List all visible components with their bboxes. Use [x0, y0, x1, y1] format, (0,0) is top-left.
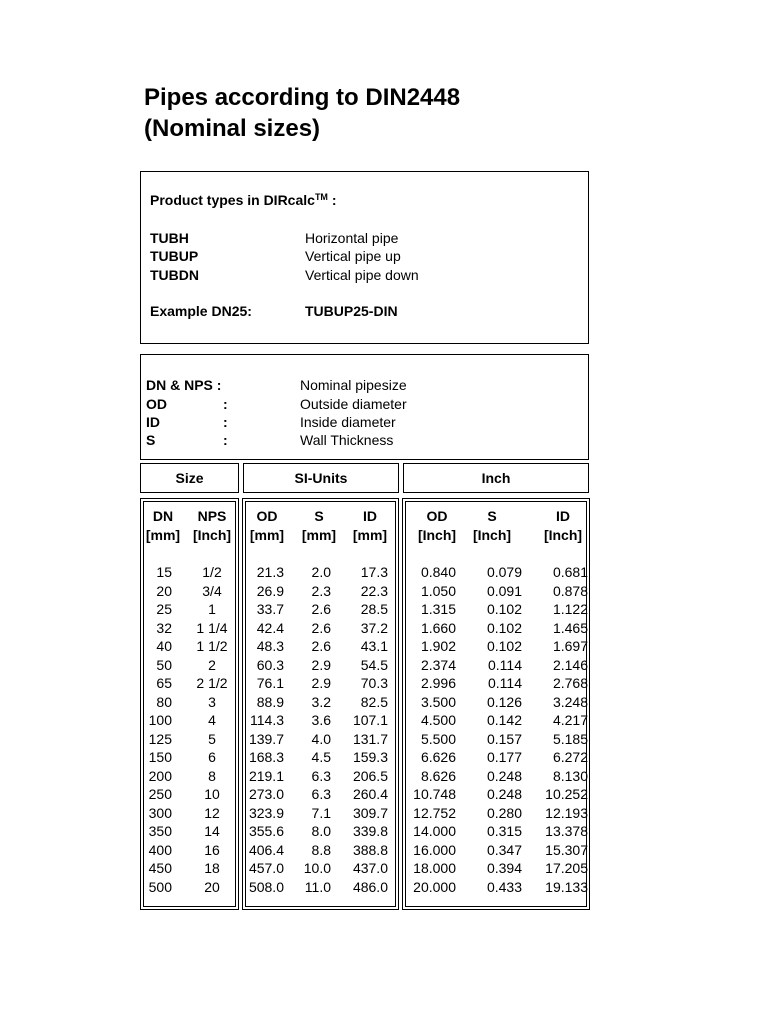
cell-s-in: 0.248	[486, 767, 522, 784]
cell-dn: 300	[148, 804, 172, 821]
cell-id-mm: 260.4	[352, 786, 388, 802]
example-label: Example DN25:	[150, 303, 252, 319]
cell-id-in: 13.378	[545, 823, 588, 839]
column-header-nps: NPS	[197, 508, 227, 524]
product-desc: Vertical pipe down	[305, 267, 419, 283]
definitions-box	[140, 354, 589, 460]
cell-s-mm: 8.8	[311, 841, 331, 858]
cell-s-mm: 2.6	[311, 619, 331, 636]
inch-group-header: Inch	[403, 463, 589, 493]
cell-id-in: 2.146	[552, 656, 588, 673]
cell-dn: 25	[156, 601, 172, 617]
cell-dn: 350	[148, 823, 172, 839]
cell-id-mm: 28.5	[360, 601, 388, 617]
cell-od-in: 2.374	[420, 656, 456, 673]
cell-nps: 20	[204, 878, 220, 895]
cell-od-mm: 88.9	[256, 693, 284, 710]
definition-term: DN & NPS :	[146, 377, 222, 393]
page-title	[144, 82, 460, 144]
si-units-group-header: SI-Units	[243, 463, 399, 493]
cell-od-mm: 508.0	[248, 878, 284, 895]
cell-dn: 100	[148, 712, 172, 728]
column-header-s-in: [Inch]	[472, 527, 512, 543]
cell-id-in: 0.878	[552, 582, 588, 599]
cell-od-mm: 42.4	[256, 619, 284, 636]
cell-dn: 40	[156, 638, 172, 654]
product-desc: Horizontal pipe	[305, 230, 399, 246]
cell-od-in: 16.000	[413, 841, 456, 858]
cell-nps: 5	[208, 730, 216, 747]
column-header-id-mm: [mm]	[352, 527, 388, 543]
cell-dn: 250	[148, 786, 172, 802]
cell-od-in: 1.315	[420, 601, 456, 617]
cell-id-mm: 437.0	[352, 860, 388, 876]
cell-od-mm: 139.7	[248, 730, 284, 747]
cell-s-mm: 2.9	[311, 675, 331, 691]
cell-od-mm: 168.3	[248, 749, 284, 765]
cell-nps: 2	[208, 656, 216, 673]
cell-id-mm: 22.3	[360, 582, 388, 599]
product-code: TUBDN	[150, 267, 199, 283]
cell-nps: 8	[208, 767, 216, 784]
definition-colon: :	[223, 432, 228, 448]
product-desc: Vertical pipe up	[305, 248, 401, 264]
cell-dn: 125	[148, 730, 172, 747]
cell-s-in: 0.126	[486, 693, 522, 710]
cell-id-in: 1.122	[552, 601, 588, 617]
column-header-id-mm: ID	[363, 508, 377, 524]
cell-od-in: 6.626	[420, 749, 456, 765]
cell-id-in: 4.217	[552, 712, 588, 728]
cell-s-mm: 10.0	[303, 860, 331, 876]
definition-colon: :	[223, 414, 228, 430]
cell-dn: 50	[156, 656, 172, 673]
definition-term: OD	[146, 396, 167, 412]
column-header-od-in: [Inch]	[417, 527, 457, 543]
cell-s-mm: 11.0	[304, 878, 331, 895]
definition-term: S	[146, 432, 156, 448]
cell-dn: 150	[148, 749, 172, 765]
product-code: TUBH	[150, 230, 189, 246]
cell-id-in: 19.133	[545, 878, 588, 895]
cell-s-in: 0.114	[488, 675, 522, 691]
definition-desc: Inside diameter	[300, 414, 396, 430]
cell-s-in: 0.177	[486, 749, 522, 765]
cell-od-mm: 406.4	[248, 841, 284, 858]
cell-s-mm: 6.3	[311, 767, 331, 784]
cell-id-mm: 70.3	[360, 675, 388, 691]
cell-od-in: 3.500	[420, 693, 456, 710]
definition-desc: Wall Thickness	[300, 432, 394, 448]
cell-id-mm: 388.8	[352, 841, 388, 858]
cell-s-in: 0.102	[486, 638, 522, 654]
cell-nps: 3	[208, 693, 216, 710]
definition-colon: :	[223, 396, 228, 412]
cell-id-in: 8.130	[552, 767, 588, 784]
cell-id-in: 6.272	[552, 749, 588, 765]
cell-s-in: 0.280	[486, 804, 522, 821]
cell-s-in: 0.394	[486, 860, 522, 876]
column-header-s-mm: [mm]	[301, 527, 337, 543]
cell-nps: 1 1/4	[196, 619, 228, 636]
cell-id-in: 17.205	[545, 860, 588, 876]
cell-od-mm: 273.0	[248, 786, 284, 802]
cell-dn: 15	[156, 564, 172, 580]
cell-s-in: 0.248	[486, 786, 522, 802]
cell-dn: 80	[156, 693, 172, 710]
cell-od-mm: 60.3	[256, 656, 284, 673]
product-code: TUBUP	[150, 248, 199, 264]
cell-dn: 500	[148, 878, 172, 895]
cell-od-mm: 323.9	[248, 804, 284, 821]
cell-od-mm: 114.3	[250, 712, 284, 728]
cell-id-in: 3.248	[552, 693, 588, 710]
example-value: TUBUP25-DIN	[305, 303, 398, 319]
cell-s-in: 0.091	[486, 582, 522, 599]
cell-s-mm: 8.0	[311, 823, 331, 839]
cell-od-in: 2.996	[420, 675, 456, 691]
cell-s-in: 0.347	[486, 841, 522, 858]
cell-od-in: 1.902	[420, 638, 456, 654]
size-group-header: Size	[140, 463, 239, 493]
cell-s-in: 0.142	[486, 712, 522, 728]
cell-dn: 400	[148, 841, 172, 858]
cell-s-mm: 3.6	[311, 712, 331, 728]
cell-s-mm: 2.9	[311, 656, 331, 673]
cell-dn: 20	[156, 582, 172, 599]
cell-s-mm: 4.5	[311, 749, 331, 765]
definition-desc: Nominal pipesize	[300, 377, 407, 393]
cell-id-in: 2.768	[552, 675, 588, 691]
cell-od-mm: 355.6	[248, 823, 284, 839]
cell-id-mm: 54.5	[360, 656, 388, 673]
cell-id-in: 12.193	[545, 804, 588, 821]
cell-id-in: 5.185	[552, 730, 588, 747]
cell-s-mm: 6.3	[311, 786, 331, 802]
cell-id-mm: 43.1	[360, 638, 388, 654]
cell-s-mm: 2.6	[311, 601, 331, 617]
trademark-mark: TM	[314, 192, 328, 202]
cell-nps: 1 1/2	[196, 638, 228, 654]
cell-id-mm: 17.3	[360, 564, 388, 580]
column-header-od-mm: [mm]	[249, 527, 285, 543]
cell-s-in: 0.157	[486, 730, 522, 747]
cell-nps: 16	[204, 841, 220, 858]
cell-id-mm: 37.2	[360, 619, 388, 636]
cell-od-mm: 33.7	[256, 601, 284, 617]
cell-od-in: 12.752	[413, 804, 456, 821]
cell-od-in: 10.748	[413, 786, 456, 802]
column-header-dn: DN	[152, 508, 174, 524]
column-header-od-mm: OD	[256, 508, 278, 524]
cell-s-mm: 3.2	[311, 693, 331, 710]
cell-nps: 12	[204, 804, 220, 821]
cell-id-in: 1.697	[552, 638, 588, 654]
cell-od-in: 18.000	[413, 860, 456, 876]
product-types-heading: Product types in DIRcalc™ :	[150, 192, 337, 208]
cell-od-in: 1.050	[420, 582, 456, 599]
cell-s-in: 0.102	[486, 601, 522, 617]
cell-od-mm: 76.1	[256, 675, 284, 691]
cell-s-in: 0.433	[486, 878, 522, 895]
column-header-id-in: [Inch]	[543, 527, 583, 543]
cell-id-mm: 206.5	[352, 767, 388, 784]
cell-od-in: 1.660	[420, 619, 456, 636]
cell-s-in: 0.102	[486, 619, 522, 636]
cell-od-in: 8.626	[420, 767, 456, 784]
cell-s-mm: 2.0	[311, 564, 331, 580]
cell-id-mm: 107.1	[352, 712, 388, 728]
cell-s-in: 0.114	[488, 656, 522, 673]
cell-dn: 200	[148, 767, 172, 784]
column-header-id-in: ID	[556, 508, 570, 524]
cell-id-mm: 82.5	[360, 693, 388, 710]
cell-id-mm: 339.8	[352, 823, 388, 839]
cell-dn: 65	[156, 675, 172, 691]
cell-s-mm: 4.0	[311, 730, 331, 747]
cell-od-in: 0.840	[420, 564, 456, 580]
cell-id-in: 15.307	[545, 841, 588, 858]
cell-od-mm: 48.3	[256, 638, 284, 654]
cell-id-mm: 159.3	[352, 749, 388, 765]
cell-od-in: 14.000	[413, 823, 456, 839]
definition-term: ID	[146, 414, 160, 430]
cell-s-in: 0.315	[486, 823, 522, 839]
column-header-nps: [Inch]	[192, 527, 232, 543]
cell-s-mm: 2.6	[311, 638, 331, 654]
cell-nps: 18	[204, 860, 220, 876]
cell-od-mm: 26.9	[256, 582, 284, 599]
cell-nps: 14	[204, 823, 220, 839]
cell-id-in: 1.465	[552, 619, 588, 636]
cell-nps: 1/2	[202, 564, 222, 580]
cell-nps: 2 1/2	[196, 675, 228, 691]
cell-od-in: 5.500	[420, 730, 456, 747]
definition-desc: Outside diameter	[300, 396, 407, 412]
cell-s-mm: 7.1	[311, 804, 331, 821]
cell-od-mm: 457.0	[248, 860, 284, 876]
cell-id-mm: 486.0	[352, 878, 388, 895]
title-line-1: Pipes according to DIN2448	[144, 84, 461, 111]
cell-id-in: 0.681	[552, 564, 588, 580]
cell-nps: 1	[208, 601, 216, 617]
cell-nps: 3/4	[202, 582, 222, 599]
product-types-box	[140, 171, 589, 344]
cell-od-in: 4.500	[420, 712, 456, 728]
cell-nps: 6	[208, 749, 216, 765]
cell-s-mm: 2.3	[311, 582, 331, 599]
column-header-dn: [mm]	[145, 527, 181, 543]
column-header-od-in: OD	[426, 508, 448, 524]
cell-id-in: 10.252	[545, 786, 588, 802]
column-header-s-in: S	[487, 508, 497, 524]
cell-s-in: 0.079	[486, 564, 522, 580]
cell-dn: 32	[156, 619, 172, 636]
cell-nps: 10	[204, 786, 220, 802]
title-line-2: (Nominal sizes)	[144, 115, 321, 142]
column-header-s-mm: S	[314, 508, 324, 524]
cell-od-in: 20.000	[413, 878, 456, 895]
cell-id-mm: 131.7	[352, 730, 388, 747]
cell-od-mm: 219.1	[248, 767, 284, 784]
cell-id-mm: 309.7	[352, 804, 388, 821]
cell-dn: 450	[148, 860, 172, 876]
cell-nps: 4	[208, 712, 216, 728]
cell-od-mm: 21.3	[256, 564, 284, 580]
